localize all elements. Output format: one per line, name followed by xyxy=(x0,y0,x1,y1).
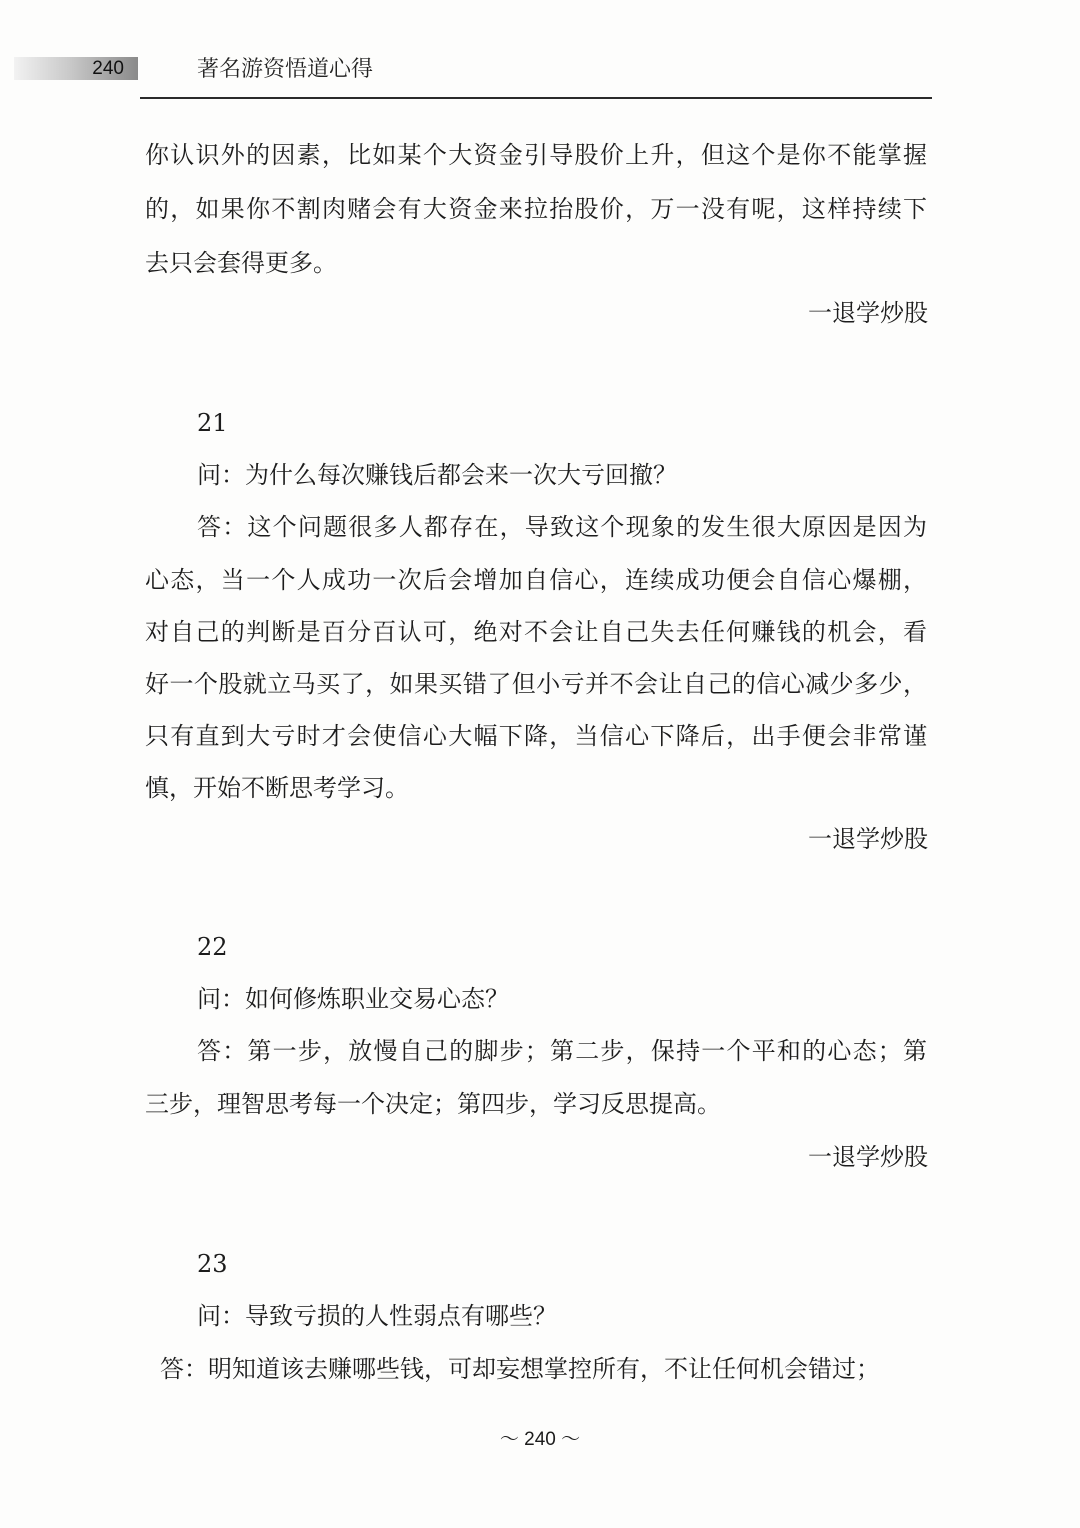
paragraph-line: 去只会套得更多。 xyxy=(145,249,337,277)
answer-line: 答：第一步，放慢自己的脚步；第二步，保持一个平和的心态；第 xyxy=(197,1037,927,1065)
question-text: 问：如何修炼职业交易心态？ xyxy=(197,985,509,1013)
question-number: 22 xyxy=(197,933,228,961)
answer-line: 心态，当一个人成功一次后会增加自信心，连续成功便会自信心爆棚， xyxy=(145,566,927,594)
question-text: 问：为什么每次赚钱后都会来一次大亏回撤？ xyxy=(197,461,677,489)
answer-line: 只有直到大亏时才会使信心大幅下降，当信心下降后，出手便会非常谨 xyxy=(145,722,927,750)
question-number: 23 xyxy=(197,1250,228,1278)
question-number: 21 xyxy=(197,409,228,437)
page-number: 240 xyxy=(92,58,124,79)
answer-line: 答：明知道该去赚哪些钱，可却妄想掌控所有，不让任何机会错过； xyxy=(160,1355,880,1383)
question-text: 问：导致亏损的人性弱点有哪些？ xyxy=(197,1302,557,1330)
answer-line: 对自己的判断是百分百认可，绝对不会让自己失去任何赚钱的机会，看 xyxy=(145,618,927,646)
book-title: 著名游资悟道心得 xyxy=(197,57,374,82)
answer-line: 好一个股就立马买了，如果买错了但小亏并不会让自己的信心减少多少， xyxy=(145,670,927,698)
answer-line: 三步，理智思考每一个决定；第四步，学习反思提高。 xyxy=(145,1090,721,1118)
page-number-badge xyxy=(14,57,138,80)
header-divider xyxy=(140,97,932,99)
author-signature: 一退学炒股 xyxy=(808,1143,928,1171)
page-footer-number: ～ 240 ～ xyxy=(499,1429,581,1450)
paragraph-line: 的，如果你不割肉赌会有大资金来拉抬股价，万一没有呢，这样持续下 xyxy=(145,195,927,223)
author-signature: 一退学炒股 xyxy=(808,825,928,853)
answer-line: 慎，开始不断思考学习。 xyxy=(145,774,409,802)
answer-line: 答：这个问题很多人都存在，导致这个现象的发生很大原因是因为 xyxy=(197,513,927,541)
paragraph-line: 你认识外的因素，比如某个大资金引导股价上升，但这个是你不能掌握 xyxy=(145,141,927,169)
author-signature: 一退学炒股 xyxy=(808,299,928,327)
